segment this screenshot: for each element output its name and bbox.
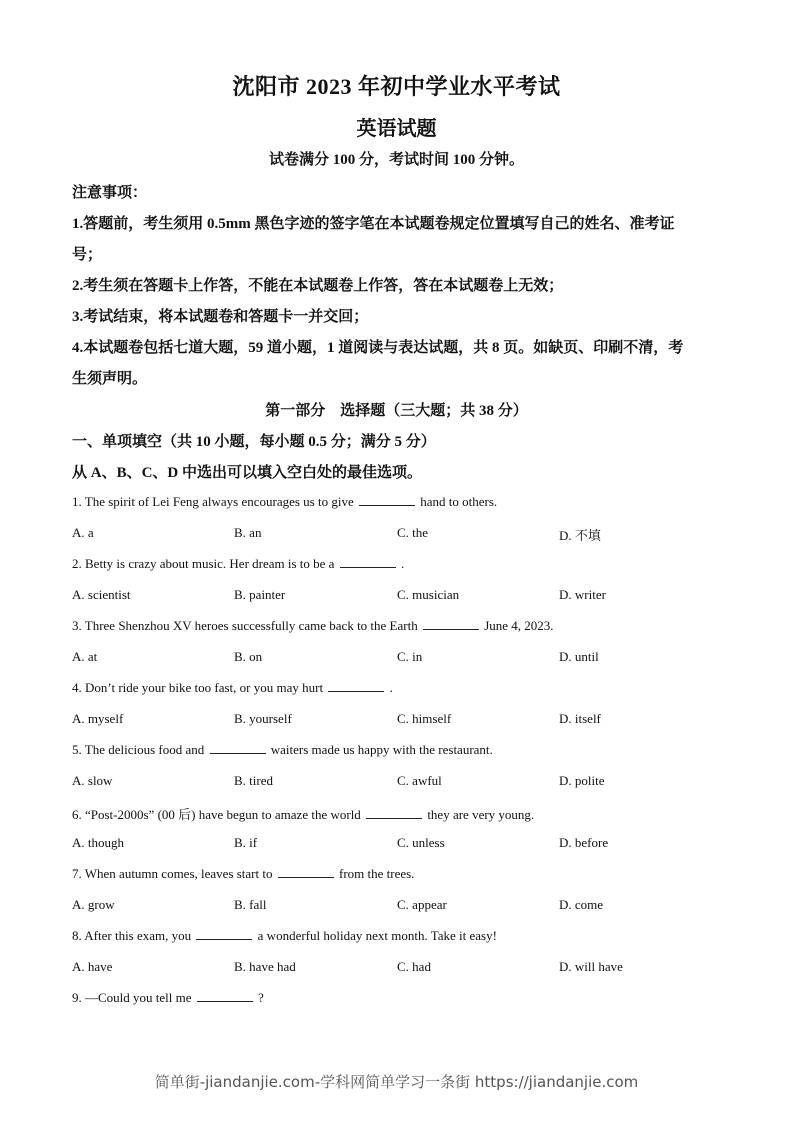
question-stem xyxy=(72,556,404,572)
question-text-after: . xyxy=(389,680,393,695)
answer-blank xyxy=(278,876,334,878)
question-text: 3. Three Shenzhou XV heroes successfully came back to the Earth xyxy=(72,618,418,633)
question-text: 8. After this exam, you xyxy=(72,928,192,943)
question-text: 9. —Could you tell me xyxy=(72,990,192,1005)
option-b: B. have had xyxy=(234,959,296,974)
question-text-after: waiters made us happy with the restaurant. xyxy=(270,742,493,757)
question-stem xyxy=(72,680,393,696)
question-text: 2. Betty is crazy about music. Her dream is to be a xyxy=(72,556,335,571)
note-3: 3.考试结束，将本试题卷和答题卡一并交回； xyxy=(72,309,369,325)
option-a: A. slow xyxy=(72,773,113,788)
option-a: A. scientist xyxy=(72,587,131,602)
option-d: D. 不填 xyxy=(559,528,601,543)
question-text: 6. “Post-2000s” (00 后) have begun to amaze the world xyxy=(72,807,361,822)
answer-blank xyxy=(196,938,252,940)
option-b: B. an xyxy=(234,525,262,540)
notes-heading: 注意事项： xyxy=(72,185,148,201)
option-c: C. the xyxy=(397,525,429,540)
question-text-after: a wonderful holiday next month. Take it easy! xyxy=(257,928,497,943)
option-a: A. grow xyxy=(72,897,115,912)
option-b: B. painter xyxy=(234,587,286,602)
note-1: 1.答题前，考生须用 0.5mm 黑色字迹的签字笔在本试题卷规定位置填写自己的姓名、准考证 xyxy=(72,216,675,232)
option-d: D. polite xyxy=(559,773,605,788)
section-heading: 一、单项填空（共 10 小题，每小题 0.5 分；满分 5 分） xyxy=(72,434,436,450)
question-text: 4. Don’t ride your bike too fast, or you may hurt xyxy=(72,680,324,695)
option-c: C. unless xyxy=(397,835,445,850)
option-a: A. have xyxy=(72,959,113,974)
question-text-after: June 4, 2023. xyxy=(484,618,554,633)
question-stem xyxy=(72,990,264,1006)
note-4: 4.本试题卷包括七道大题，59 道小题，1 道阅读与表达试题，共 8 页。如缺页、印刷不清，考 xyxy=(72,340,684,356)
question-stem xyxy=(72,742,493,758)
question-text: 7. When autumn comes, leaves start to xyxy=(72,866,273,881)
answer-blank xyxy=(197,1000,253,1002)
option-d: D. itself xyxy=(559,711,601,726)
option-d: D. until xyxy=(559,649,599,664)
question-text-after: they are very young. xyxy=(427,807,535,822)
option-c: C. appear xyxy=(397,897,447,912)
option-b: B. on xyxy=(234,649,263,664)
answer-blank xyxy=(366,817,422,819)
option-b: B. yourself xyxy=(234,711,292,726)
exam-subtitle: 英语试题 xyxy=(356,118,437,140)
question-stem xyxy=(72,804,534,823)
question-stem xyxy=(72,866,414,882)
exam-title: 沈阳市 2023 年初中学业水平考试 xyxy=(232,74,561,99)
question-stem xyxy=(72,928,497,944)
option-b: B. if xyxy=(234,835,258,850)
option-d: D. before xyxy=(559,835,609,850)
question-text-after: from the trees. xyxy=(338,866,415,881)
option-b: B. fall xyxy=(234,897,267,912)
answer-blank xyxy=(210,752,266,754)
option-d: D. writer xyxy=(559,587,606,602)
option-c: C. musician xyxy=(397,587,460,602)
note-2: 2.考生须在答题卡上作答，不能在本试题卷上作答，答在本试题卷上无效； xyxy=(72,278,564,294)
footer-watermark: 简单街-jiandanjie.com-学科网简单学习一条街 https://jiandanjie.com xyxy=(154,1073,639,1091)
answer-blank xyxy=(328,690,384,692)
question-text: 1. The spirit of Lei Feng always encourages us to give xyxy=(72,494,354,509)
answer-blank xyxy=(423,628,479,630)
option-a: A. a xyxy=(72,525,94,540)
option-d: D. will have xyxy=(559,959,623,974)
option-b: B. tired xyxy=(234,773,273,788)
note-4-cont: 生须声明。 xyxy=(72,371,148,387)
question-stem xyxy=(72,618,554,634)
option-c: C. had xyxy=(397,959,431,974)
option-a: A. myself xyxy=(72,711,124,726)
option-a: A. though xyxy=(72,835,124,850)
question-text-after: ? xyxy=(258,990,264,1005)
score-info: 试卷满分 100 分，考试时间 100 分钟。 xyxy=(268,152,524,168)
question-text: 5. The delicious food and xyxy=(72,742,205,757)
option-c: C. awful xyxy=(397,773,442,788)
note-1-cont: 号； xyxy=(72,247,103,263)
section-instruction: 从 A、B、C、D 中选出可以填入空白处的最佳选项。 xyxy=(72,465,423,481)
answer-blank xyxy=(340,566,396,568)
answer-blank xyxy=(359,504,415,506)
question-text-after: . xyxy=(400,556,405,571)
question-text-after: hand to others. xyxy=(420,494,498,509)
option-d: D. come xyxy=(559,897,604,912)
option-c: C. himself xyxy=(397,711,452,726)
part-heading: 第一部分 选择题（三大题；共 38 分） xyxy=(265,403,528,419)
option-a: A. at xyxy=(72,649,98,664)
question-stem xyxy=(72,494,497,510)
option-c: C. in xyxy=(397,649,423,664)
